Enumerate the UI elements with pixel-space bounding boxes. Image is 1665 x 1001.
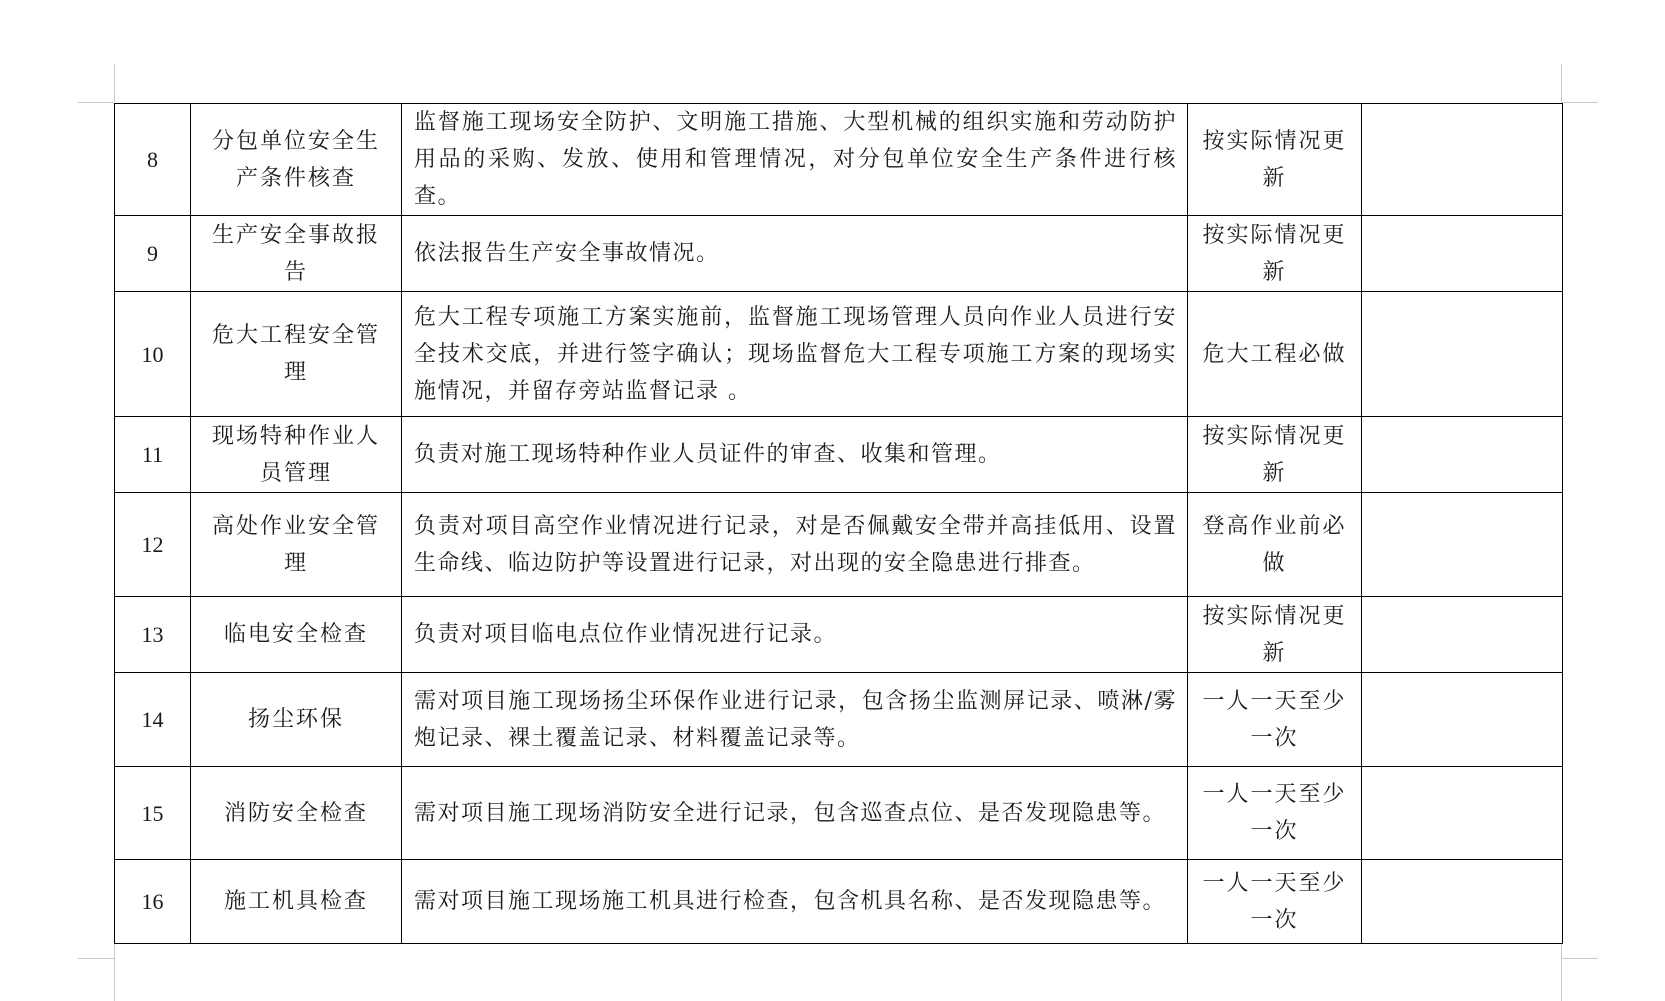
item-description: 负责对项目高空作业情况进行记录，对是否佩戴安全带并高挂低用、设置生命线、临边防护等设置进行记录，对出现的安全隐患进行排查。 [402,493,1188,597]
empty-cell [1362,216,1563,292]
item-description: 监督施工现场安全防护、文明施工措施、大型机械的组织实施和劳动防护用品的采购、发放、使用和管理情况，对分包单位安全生产条件进行核查。 [402,104,1188,216]
row-number: 14 [115,673,191,767]
crop-mark-bottom-left-h [78,958,114,959]
item-name: 消防安全检查 [191,767,402,860]
table-row [115,860,1563,944]
item-name: 现场特种作业人员管理 [191,417,402,493]
empty-cell [1362,493,1563,597]
crop-mark-top-left-h [78,102,114,103]
item-description: 危大工程专项施工方案实施前，监督施工现场管理人员向作业人员进行安全技术交底，并进行签字确认；现场监督危大工程专项施工方案的现场实施情况，并留存旁站监督记录 。 [402,292,1188,417]
crop-mark-bottom-left-v [114,943,115,1001]
item-name: 施工机具检查 [191,860,402,944]
item-name: 扬尘环保 [191,673,402,767]
empty-cell [1362,417,1563,493]
crop-mark-bottom-right-v [1561,943,1562,1001]
item-frequency-note: 按实际情况更新 [1188,597,1362,673]
item-frequency-note: 一人一天至少一次 [1188,767,1362,860]
item-frequency-note: 登高作业前必做 [1188,493,1362,597]
row-number: 11 [115,417,191,493]
item-description: 依法报告生产安全事故情况。 [402,216,1188,292]
safety-task-table [114,103,1563,944]
row-number: 12 [115,493,191,597]
row-number: 10 [115,292,191,417]
item-frequency-note: 一人一天至少一次 [1188,860,1362,944]
item-name: 分包单位安全生产条件核查 [191,104,402,216]
table-row [115,597,1563,673]
table-row [115,673,1563,767]
item-description: 需对项目施工现场消防安全进行记录，包含巡查点位、是否发现隐患等。 [402,767,1188,860]
row-number: 9 [115,216,191,292]
table-row [115,216,1563,292]
item-frequency-note: 按实际情况更新 [1188,417,1362,493]
item-name: 高处作业安全管理 [191,493,402,597]
empty-cell [1362,597,1563,673]
item-description: 需对项目施工现场施工机具进行检查，包含机具名称、是否发现隐患等。 [402,860,1188,944]
table-row [115,767,1563,860]
item-description: 需对项目施工现场扬尘环保作业进行记录，包含扬尘监测屏记录、喷淋/雾炮记录、裸土覆盖记录、材料覆盖记录等。 [402,673,1188,767]
empty-cell [1362,292,1563,417]
item-frequency-note: 危大工程必做 [1188,292,1362,417]
row-number: 13 [115,597,191,673]
table-row [115,104,1563,216]
empty-cell [1362,104,1563,216]
table-row [115,417,1563,493]
empty-cell [1362,860,1563,944]
item-frequency-note: 一人一天至少一次 [1188,673,1362,767]
item-name: 临电安全检查 [191,597,402,673]
empty-cell [1362,767,1563,860]
row-number: 8 [115,104,191,216]
item-frequency-note: 按实际情况更新 [1188,104,1362,216]
empty-cell [1362,673,1563,767]
row-number: 15 [115,767,191,860]
crop-mark-bottom-right-h [1562,958,1598,959]
item-name: 危大工程安全管理 [191,292,402,417]
table-row [115,493,1563,597]
crop-mark-top-left-v [114,64,115,102]
item-description: 负责对项目临电点位作业情况进行记录。 [402,597,1188,673]
row-number: 16 [115,860,191,944]
crop-mark-top-right-h [1562,102,1598,103]
item-frequency-note: 按实际情况更新 [1188,216,1362,292]
item-name: 生产安全事故报告 [191,216,402,292]
table-row [115,292,1563,417]
crop-mark-top-right-v [1561,64,1562,102]
item-description: 负责对施工现场特种作业人员证件的审查、收集和管理。 [402,417,1188,493]
